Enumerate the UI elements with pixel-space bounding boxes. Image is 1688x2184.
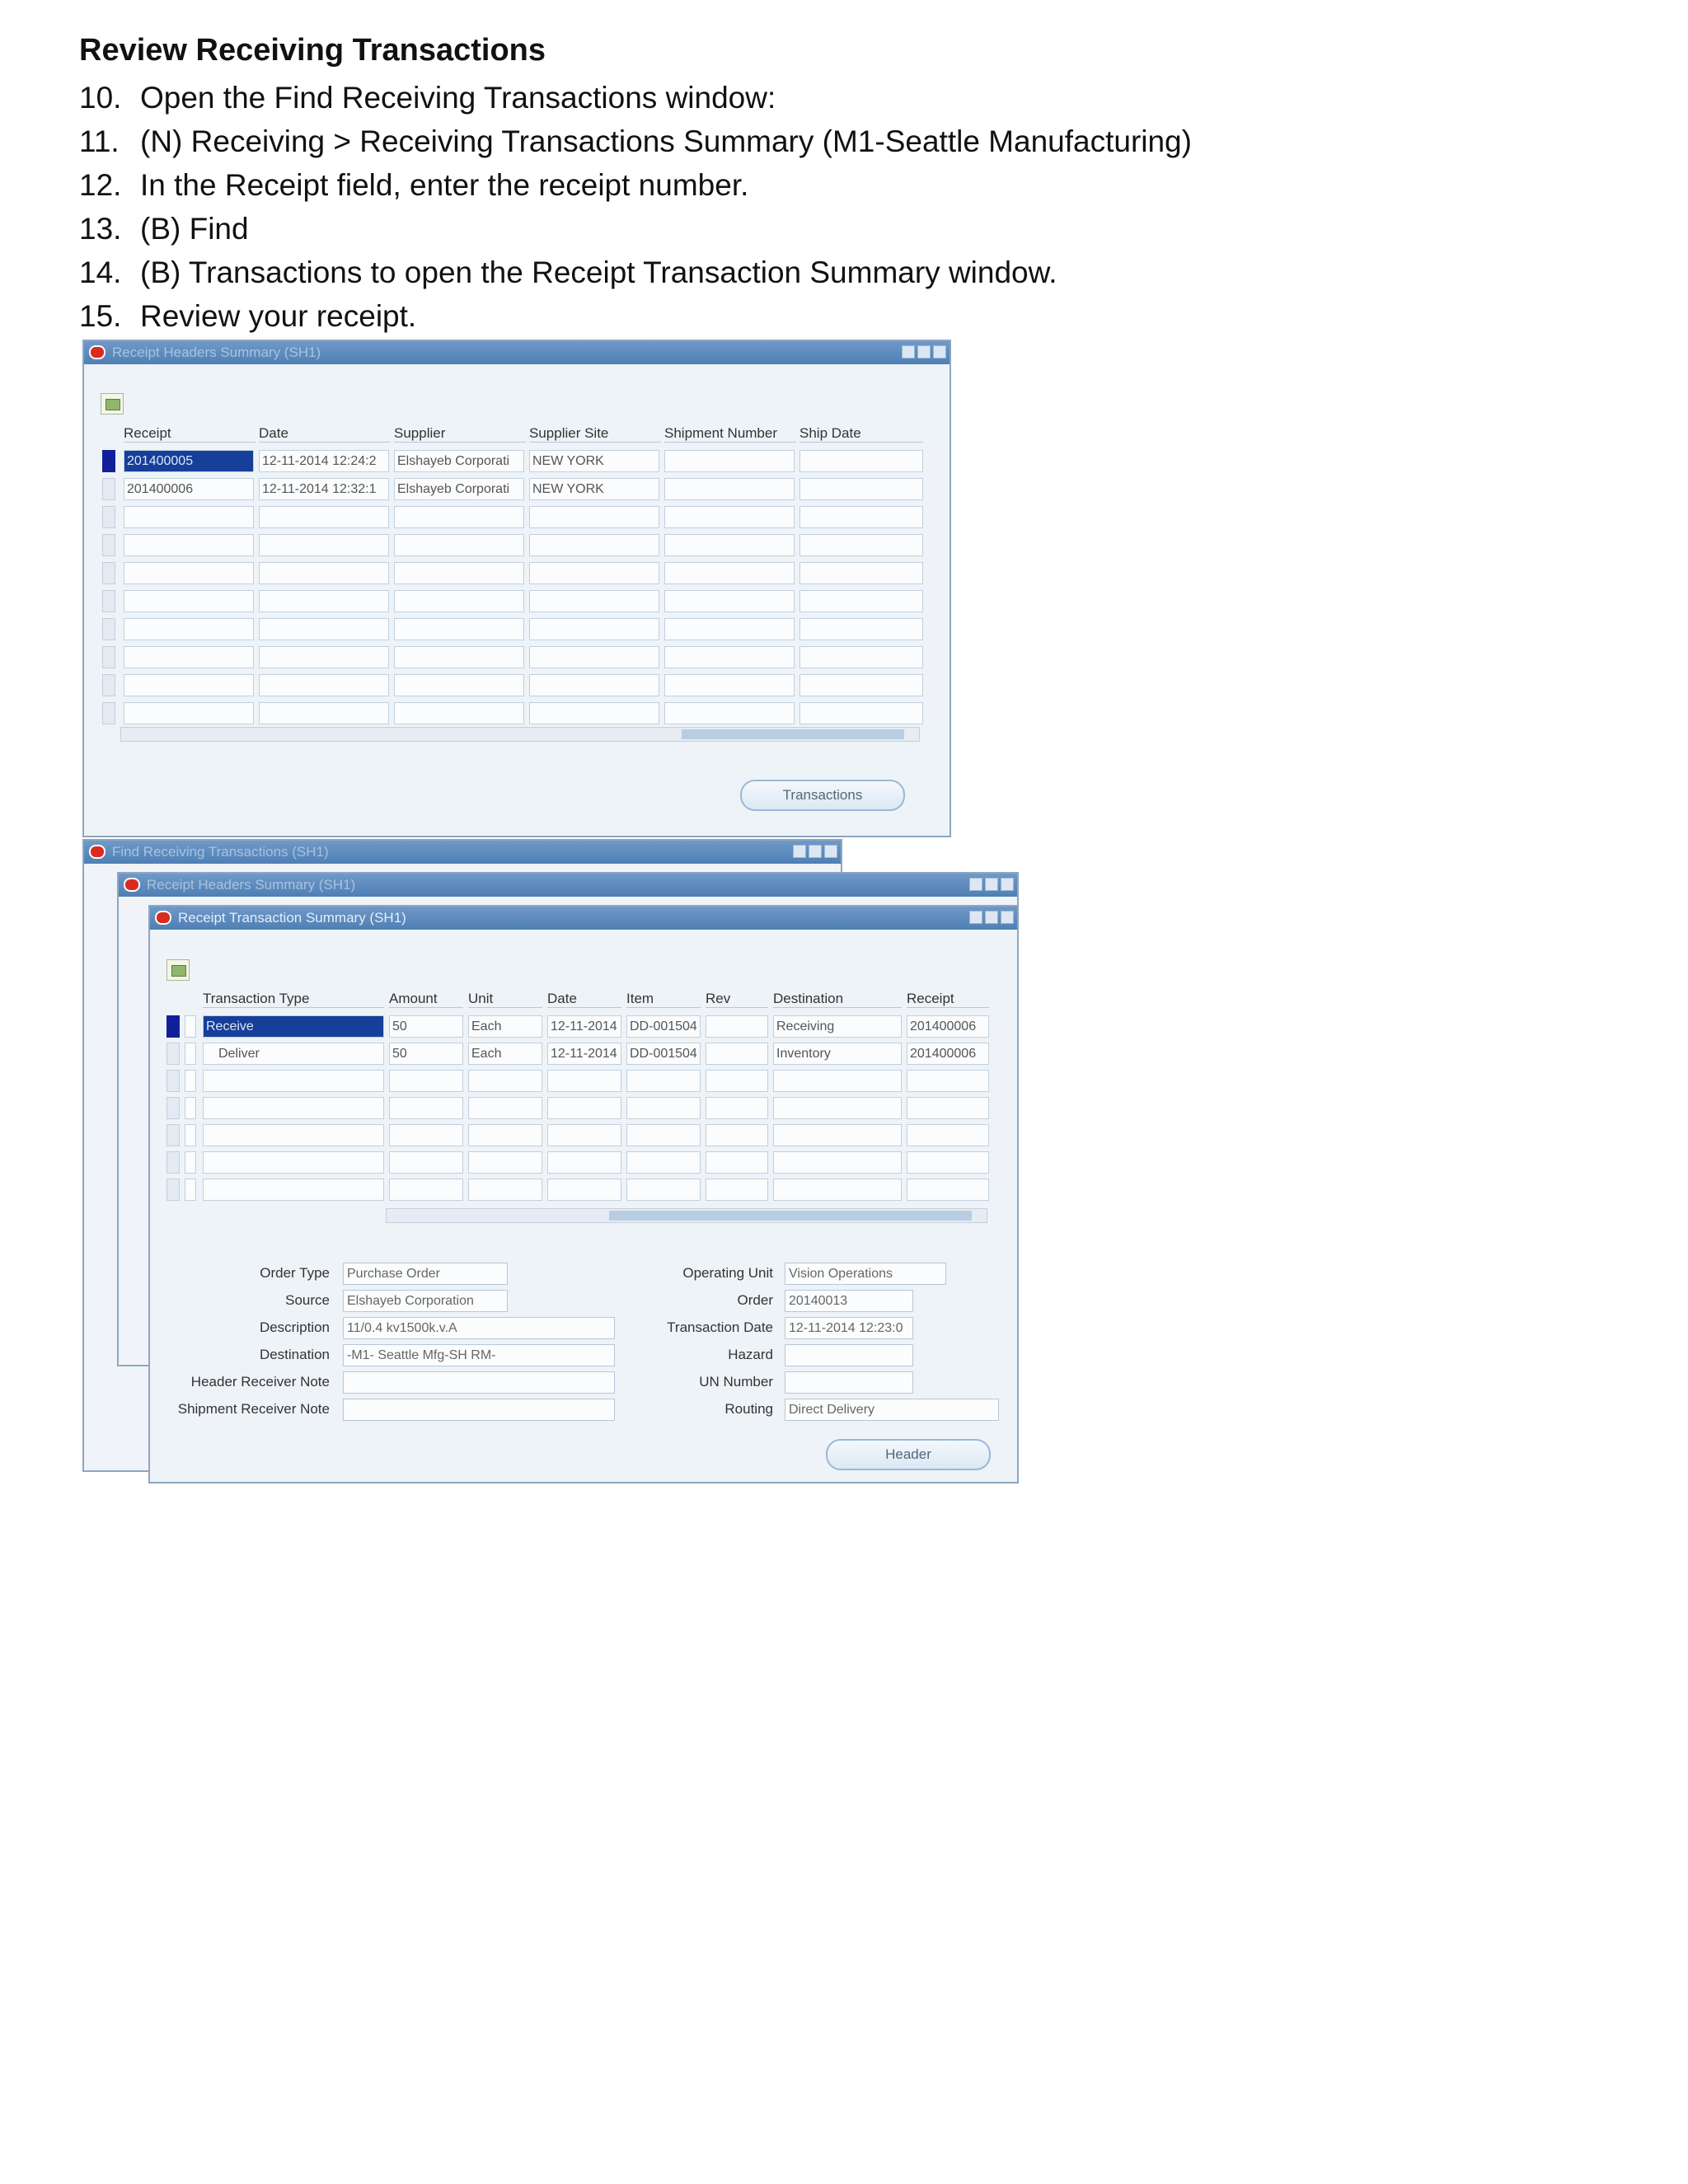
column-header: Shipment Number bbox=[664, 425, 796, 443]
field-value[interactable]: -M1- Seattle Mfg-SH RM- bbox=[343, 1344, 615, 1366]
step-item bbox=[79, 163, 1192, 207]
maximize-icon[interactable] bbox=[985, 911, 998, 924]
row-checkbox[interactable] bbox=[185, 1015, 196, 1038]
header-button[interactable]: Header bbox=[826, 1439, 991, 1470]
table-cell[interactable] bbox=[124, 590, 254, 612]
table-cell[interactable]: 201400006 bbox=[907, 1015, 989, 1038]
row-selector[interactable] bbox=[102, 478, 115, 500]
field-value[interactable]: Purchase Order bbox=[343, 1263, 508, 1285]
table-cell[interactable] bbox=[203, 1070, 384, 1092]
row-checkbox[interactable] bbox=[185, 1043, 196, 1065]
table-cell[interactable] bbox=[799, 590, 923, 612]
table-cell[interactable] bbox=[664, 450, 795, 472]
table-cell[interactable] bbox=[799, 702, 923, 724]
step-item bbox=[79, 76, 1192, 120]
row-selector[interactable] bbox=[166, 1097, 180, 1119]
window-title: Receipt Headers Summary (SH1) bbox=[112, 344, 321, 360]
step-item bbox=[79, 120, 1192, 163]
oracle-icon bbox=[124, 878, 140, 892]
field-value[interactable]: 11/0.4 kv1500k.v.A bbox=[343, 1317, 615, 1339]
field-value[interactable]: Elshayeb Corporation bbox=[343, 1290, 508, 1312]
table-cell[interactable] bbox=[907, 1070, 989, 1092]
row-checkbox[interactable] bbox=[185, 1124, 196, 1146]
oracle-icon bbox=[155, 911, 171, 925]
table-cell[interactable] bbox=[468, 1124, 542, 1146]
row-selector[interactable] bbox=[166, 1124, 180, 1146]
table-cell[interactable] bbox=[124, 618, 254, 640]
table-cell[interactable] bbox=[124, 702, 254, 724]
field-label: Order Type bbox=[260, 1265, 330, 1281]
table-cell[interactable] bbox=[529, 590, 659, 612]
row-selector[interactable] bbox=[166, 1043, 180, 1065]
table-cell[interactable] bbox=[664, 562, 795, 584]
horizontal-scrollbar[interactable] bbox=[386, 1208, 987, 1223]
row-selector[interactable] bbox=[166, 1179, 180, 1201]
receipt-headers-window bbox=[82, 340, 951, 837]
table-cell[interactable] bbox=[389, 1097, 463, 1119]
table-cell[interactable] bbox=[203, 1179, 384, 1201]
table-cell[interactable]: 201400006 bbox=[907, 1043, 989, 1065]
table-cell[interactable] bbox=[799, 478, 923, 500]
table-cell[interactable]: 201400005 bbox=[124, 450, 254, 472]
table-cell[interactable] bbox=[664, 702, 795, 724]
table-cell[interactable] bbox=[389, 1070, 463, 1092]
table-cell[interactable] bbox=[799, 618, 923, 640]
row-checkbox[interactable] bbox=[185, 1151, 196, 1174]
minimize-icon[interactable] bbox=[902, 345, 915, 359]
table-cell[interactable] bbox=[468, 1151, 542, 1174]
edit-folder-icon[interactable] bbox=[166, 959, 190, 981]
table-cell[interactable] bbox=[706, 1124, 768, 1146]
table-cell[interactable]: Elshayeb Corporati bbox=[394, 478, 524, 500]
step-number: 12. bbox=[79, 168, 122, 202]
table-cell[interactable] bbox=[706, 1015, 768, 1038]
window-controls bbox=[902, 345, 946, 359]
close-icon[interactable] bbox=[933, 345, 946, 359]
row-selector[interactable] bbox=[166, 1015, 180, 1038]
table-cell[interactable] bbox=[394, 534, 524, 556]
table-cell[interactable] bbox=[389, 1151, 463, 1174]
table-cell[interactable] bbox=[799, 534, 923, 556]
window-titlebar[interactable] bbox=[84, 341, 950, 364]
row-selector[interactable] bbox=[102, 450, 115, 472]
table-cell[interactable] bbox=[799, 562, 923, 584]
column-header: Supplier bbox=[394, 425, 526, 443]
table-cell[interactable] bbox=[203, 1124, 384, 1146]
table-cell[interactable]: Deliver bbox=[203, 1043, 384, 1065]
window-titlebar[interactable] bbox=[119, 874, 1017, 897]
column-header: Ship Date bbox=[799, 425, 923, 443]
step-number: 14. bbox=[79, 255, 122, 289]
step-text: In the Receipt field, enter the receipt number. bbox=[140, 168, 749, 202]
close-icon[interactable] bbox=[1001, 878, 1014, 891]
table-cell[interactable] bbox=[468, 1179, 542, 1201]
table-cell[interactable]: 12-11-2014 bbox=[547, 1043, 621, 1065]
table-cell[interactable]: Receive bbox=[203, 1015, 384, 1038]
window-controls bbox=[969, 878, 1014, 891]
table-cell[interactable]: DD-001504 bbox=[626, 1043, 701, 1065]
field-value[interactable] bbox=[343, 1399, 615, 1421]
table-cell[interactable] bbox=[529, 618, 659, 640]
receipt-transaction-summary-window bbox=[148, 905, 1019, 1483]
close-icon[interactable] bbox=[824, 845, 837, 858]
step-number: 13. bbox=[79, 212, 122, 246]
table-cell[interactable] bbox=[468, 1070, 542, 1092]
maximize-icon[interactable] bbox=[917, 345, 931, 359]
table-cell[interactable] bbox=[664, 618, 795, 640]
step-text: (B) Transactions to open the Receipt Transaction Summary window. bbox=[140, 255, 1057, 289]
table-cell[interactable] bbox=[259, 674, 389, 696]
section-heading: Review Receiving Transactions bbox=[79, 33, 546, 68]
column-header: Unit bbox=[468, 991, 542, 1008]
table-cell[interactable] bbox=[706, 1179, 768, 1201]
window-title: Receipt Headers Summary (SH1) bbox=[147, 877, 356, 893]
column-header: Date bbox=[259, 425, 391, 443]
table-cell[interactable] bbox=[626, 1070, 701, 1092]
table-cell[interactable] bbox=[529, 674, 659, 696]
field-label: Shipment Receiver Note bbox=[177, 1401, 330, 1417]
table-cell[interactable] bbox=[259, 534, 389, 556]
field-label: Description bbox=[259, 1319, 330, 1335]
column-header: Rev bbox=[706, 991, 768, 1008]
step-number: 11. bbox=[79, 124, 120, 158]
table-cell[interactable]: DD-001504 bbox=[626, 1015, 701, 1038]
table-cell[interactable] bbox=[124, 562, 254, 584]
table-cell[interactable] bbox=[547, 1124, 621, 1146]
step-text: Review your receipt. bbox=[140, 299, 417, 333]
field-value[interactable] bbox=[785, 1371, 913, 1394]
table-cell[interactable] bbox=[773, 1070, 902, 1092]
table-cell[interactable] bbox=[389, 1124, 463, 1146]
window-controls bbox=[793, 845, 837, 858]
step-item bbox=[79, 251, 1192, 294]
table-cell[interactable]: NEW YORK bbox=[529, 478, 659, 500]
field-label: Header Receiver Note bbox=[190, 1374, 330, 1390]
step-text: (B) Find bbox=[140, 212, 249, 246]
column-header: Date bbox=[547, 991, 621, 1008]
row-selector[interactable] bbox=[102, 618, 115, 640]
window-titlebar[interactable] bbox=[150, 907, 1017, 930]
table-cell[interactable] bbox=[394, 590, 524, 612]
step-item bbox=[79, 294, 1192, 338]
table-cell[interactable] bbox=[799, 450, 923, 472]
window-title: Find Receiving Transactions (SH1) bbox=[112, 844, 329, 860]
step-item bbox=[79, 207, 1192, 251]
field-value[interactable]: Direct Delivery bbox=[785, 1399, 999, 1421]
horizontal-scrollbar[interactable] bbox=[120, 727, 920, 742]
row-selector[interactable] bbox=[102, 674, 115, 696]
table-cell[interactable] bbox=[394, 506, 524, 528]
oracle-icon bbox=[89, 345, 106, 359]
table-cell[interactable] bbox=[547, 1097, 621, 1119]
edit-folder-icon[interactable] bbox=[101, 393, 124, 415]
table-cell[interactable] bbox=[626, 1179, 701, 1201]
table-cell[interactable] bbox=[664, 478, 795, 500]
field-value[interactable]: 12-11-2014 12:23:0 bbox=[785, 1317, 913, 1339]
table-cell[interactable] bbox=[394, 646, 524, 668]
field-label: UN Number bbox=[699, 1374, 773, 1390]
minimize-icon[interactable] bbox=[969, 911, 982, 924]
field-label: Destination bbox=[259, 1347, 330, 1362]
table-cell[interactable] bbox=[626, 1124, 701, 1146]
table-cell[interactable] bbox=[706, 1070, 768, 1092]
table-cell[interactable] bbox=[529, 506, 659, 528]
table-cell[interactable] bbox=[626, 1097, 701, 1119]
field-label: Transaction Date bbox=[667, 1319, 773, 1335]
table-cell[interactable]: 50 bbox=[389, 1015, 463, 1038]
table-cell[interactable] bbox=[626, 1151, 701, 1174]
step-number: 10. bbox=[79, 81, 122, 115]
table-cell[interactable]: Receiving bbox=[773, 1015, 902, 1038]
field-label: Order bbox=[737, 1292, 773, 1308]
table-cell[interactable] bbox=[529, 562, 659, 584]
table-cell[interactable]: 50 bbox=[389, 1043, 463, 1065]
window-controls bbox=[969, 911, 1014, 924]
minimize-icon[interactable] bbox=[793, 845, 806, 858]
table-cell[interactable] bbox=[773, 1097, 902, 1119]
table-cell[interactable] bbox=[259, 618, 389, 640]
window-title: Receipt Transaction Summary (SH1) bbox=[178, 910, 406, 926]
step-text: (N) Receiving > Receiving Transactions Summary (M1-Seattle Manufacturing) bbox=[140, 124, 1192, 158]
table-cell[interactable] bbox=[706, 1097, 768, 1119]
table-cell[interactable]: 12-11-2014 bbox=[547, 1015, 621, 1038]
vertical-scrollbar[interactable] bbox=[928, 448, 938, 720]
table-cell[interactable] bbox=[907, 1124, 989, 1146]
table-cell[interactable] bbox=[907, 1151, 989, 1174]
field-value[interactable] bbox=[343, 1371, 615, 1394]
table-cell[interactable]: 201400006 bbox=[124, 478, 254, 500]
table-cell[interactable] bbox=[799, 646, 923, 668]
oracle-icon bbox=[89, 845, 106, 859]
table-cell[interactable]: NEW YORK bbox=[529, 450, 659, 472]
table-cell[interactable] bbox=[259, 590, 389, 612]
row-selector[interactable] bbox=[102, 534, 115, 556]
table-cell[interactable] bbox=[124, 674, 254, 696]
table-cell[interactable] bbox=[259, 506, 389, 528]
close-icon[interactable] bbox=[1001, 911, 1014, 924]
table-cell[interactable] bbox=[799, 506, 923, 528]
column-header: Supplier Site bbox=[529, 425, 661, 443]
table-cell[interactable] bbox=[547, 1070, 621, 1092]
step-text: Open the Find Receiving Transactions window: bbox=[140, 81, 776, 115]
table-cell[interactable] bbox=[124, 534, 254, 556]
step-number: 15. bbox=[79, 299, 122, 333]
table-cell[interactable] bbox=[664, 534, 795, 556]
table-cell[interactable] bbox=[203, 1097, 384, 1119]
row-selector[interactable] bbox=[102, 646, 115, 668]
row-checkbox[interactable] bbox=[185, 1179, 196, 1201]
table-cell[interactable] bbox=[529, 534, 659, 556]
table-cell[interactable] bbox=[664, 674, 795, 696]
table-cell[interactable] bbox=[664, 506, 795, 528]
table-cell[interactable] bbox=[529, 646, 659, 668]
row-selector[interactable] bbox=[102, 506, 115, 528]
field-value[interactable] bbox=[785, 1344, 913, 1366]
table-cell[interactable] bbox=[773, 1179, 902, 1201]
field-label: Operating Unit bbox=[682, 1265, 773, 1281]
transactions-button[interactable]: Transactions bbox=[740, 780, 905, 811]
column-header: Receipt bbox=[907, 991, 989, 1008]
table-cell[interactable] bbox=[907, 1179, 989, 1201]
table-cell[interactable] bbox=[664, 646, 795, 668]
table-cell[interactable] bbox=[547, 1179, 621, 1201]
table-cell[interactable]: Each bbox=[468, 1015, 542, 1038]
column-header: Receipt bbox=[124, 425, 256, 443]
table-cell[interactable] bbox=[907, 1097, 989, 1119]
table-cell[interactable] bbox=[259, 646, 389, 668]
table-cell[interactable] bbox=[389, 1179, 463, 1201]
steps-list bbox=[79, 76, 1192, 338]
maximize-icon[interactable] bbox=[809, 845, 822, 858]
table-cell[interactable] bbox=[259, 562, 389, 584]
table-cell[interactable]: Elshayeb Corporati bbox=[394, 450, 524, 472]
row-checkbox[interactable] bbox=[185, 1070, 196, 1092]
column-header: Destination bbox=[773, 991, 902, 1008]
table-cell[interactable] bbox=[394, 674, 524, 696]
table-cell[interactable] bbox=[394, 562, 524, 584]
window-titlebar[interactable] bbox=[84, 841, 841, 864]
column-header: Amount bbox=[389, 991, 463, 1008]
field-value[interactable]: 20140013 bbox=[785, 1290, 913, 1312]
table-cell[interactable] bbox=[773, 1151, 902, 1174]
table-cell[interactable] bbox=[529, 702, 659, 724]
table-cell[interactable] bbox=[394, 702, 524, 724]
field-label: Hazard bbox=[728, 1347, 773, 1362]
maximize-icon[interactable] bbox=[985, 878, 998, 891]
vertical-scrollbar[interactable] bbox=[991, 1015, 1001, 1180]
field-label: Source bbox=[285, 1292, 330, 1308]
row-checkbox[interactable] bbox=[185, 1097, 196, 1119]
column-header: Transaction Type bbox=[203, 991, 384, 1008]
row-selector[interactable] bbox=[102, 702, 115, 724]
table-cell[interactable]: 12-11-2014 12:32:1 bbox=[259, 478, 389, 500]
table-cell[interactable] bbox=[203, 1151, 384, 1174]
table-cell[interactable] bbox=[394, 618, 524, 640]
table-cell[interactable] bbox=[706, 1151, 768, 1174]
field-value[interactable]: Vision Operations bbox=[785, 1263, 946, 1285]
table-cell[interactable]: 12-11-2014 12:24:2 bbox=[259, 450, 389, 472]
table-cell[interactable]: Inventory bbox=[773, 1043, 902, 1065]
table-cell[interactable] bbox=[664, 590, 795, 612]
column-header: Item bbox=[626, 991, 701, 1008]
row-selector[interactable] bbox=[102, 590, 115, 612]
minimize-icon[interactable] bbox=[969, 878, 982, 891]
table-cell[interactable] bbox=[259, 702, 389, 724]
table-cell[interactable]: Each bbox=[468, 1043, 542, 1065]
table-cell[interactable] bbox=[468, 1097, 542, 1119]
row-selector[interactable] bbox=[102, 562, 115, 584]
table-cell[interactable] bbox=[547, 1151, 621, 1174]
table-cell[interactable] bbox=[124, 646, 254, 668]
table-cell[interactable] bbox=[124, 506, 254, 528]
row-selector[interactable] bbox=[166, 1070, 180, 1092]
row-selector[interactable] bbox=[166, 1151, 180, 1174]
field-label: Routing bbox=[724, 1401, 773, 1417]
table-cell[interactable] bbox=[773, 1124, 902, 1146]
table-cell[interactable] bbox=[799, 674, 923, 696]
table-cell[interactable] bbox=[706, 1043, 768, 1065]
